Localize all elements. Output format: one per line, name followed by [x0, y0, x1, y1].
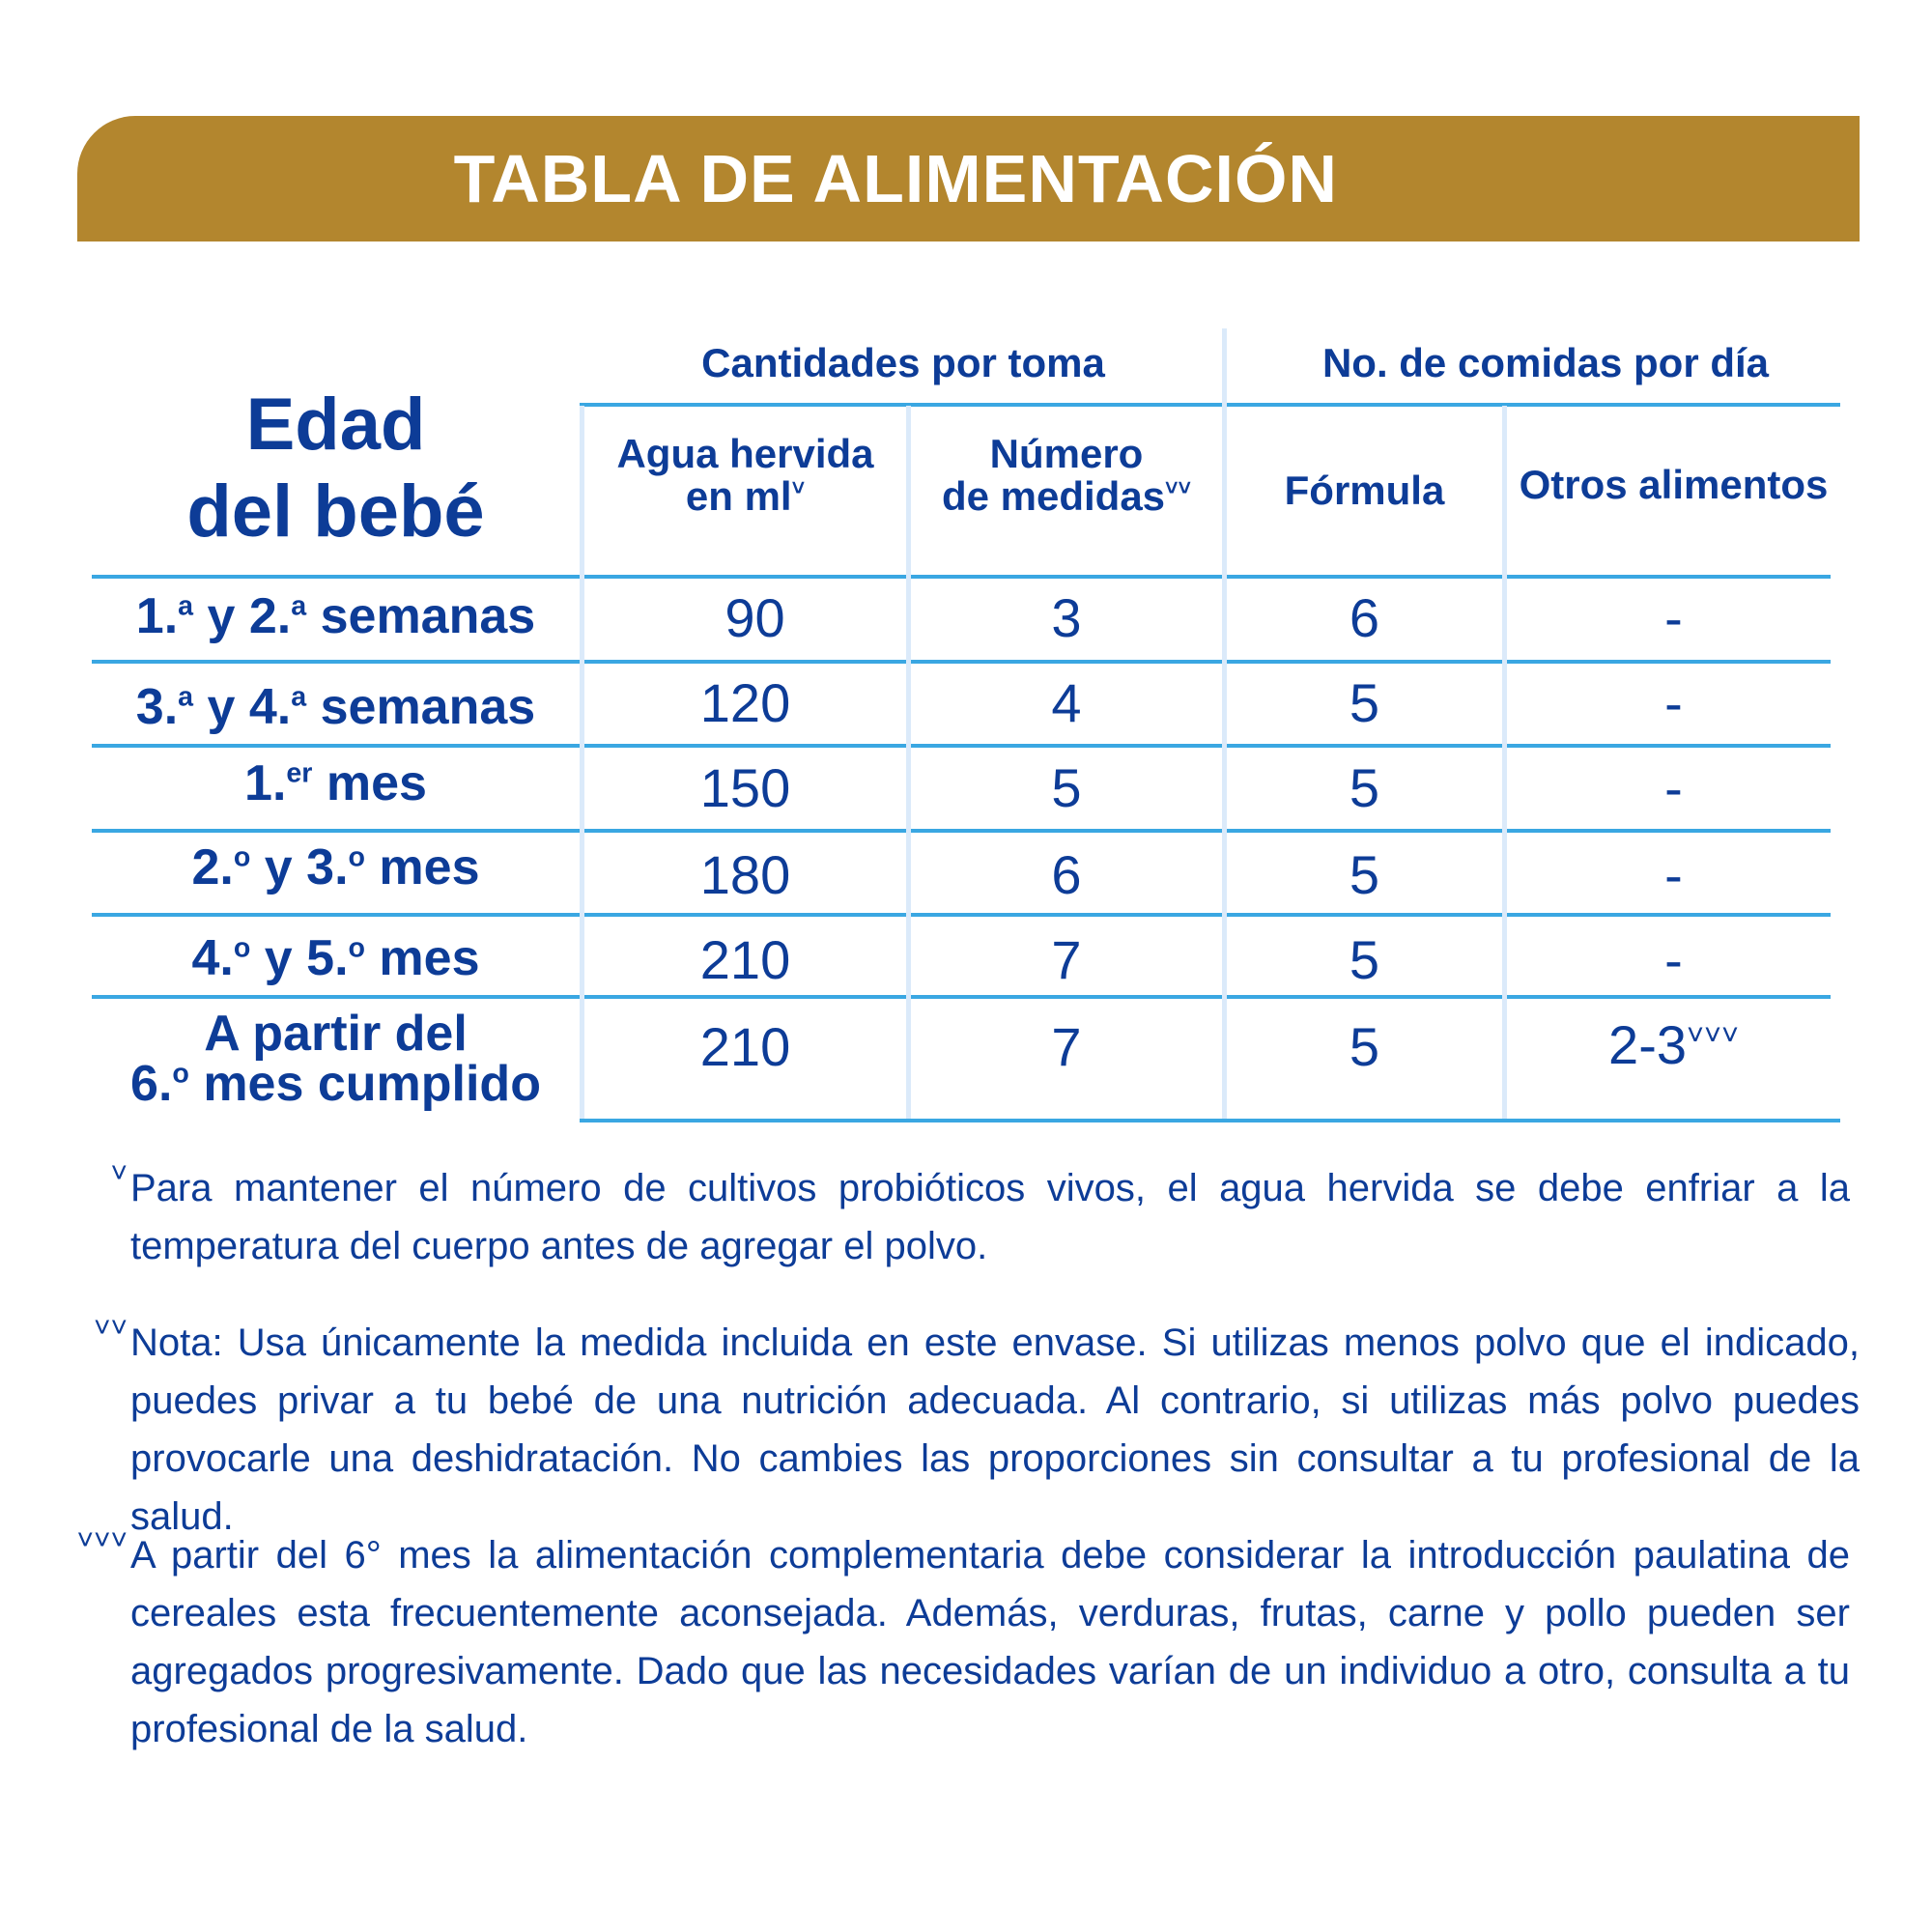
- scoops-cell: 6: [1051, 844, 1082, 905]
- column-header-scoops: Número de medidas˅˅: [941, 431, 1192, 520]
- formula-cell: 5: [1349, 844, 1380, 905]
- rule-bottom: [580, 1119, 1840, 1122]
- title-banner: [77, 116, 1860, 242]
- age-cell: 2.$^o$ y 3.$^o$ mes: [191, 839, 480, 895]
- other-foods-cell: -: [1664, 672, 1683, 733]
- formula-cell: 5: [1349, 757, 1380, 818]
- rule-under-groups: [580, 403, 1840, 407]
- group-header-quantities: Cantidades por toma: [701, 340, 1105, 385]
- water-cell: 90: [724, 587, 785, 648]
- age-cell: 1.$^a$ y 2.$^a$ semanas: [135, 588, 536, 644]
- water-cell: 120: [699, 672, 791, 733]
- age-column-header: Edad del bebé: [186, 384, 485, 553]
- water-cell: 150: [699, 757, 791, 818]
- group-header-meals: No. de comidas por día: [1321, 340, 1770, 385]
- other-foods-cell: -: [1664, 929, 1683, 990]
- page-title: TABLA DE ALIMENTACIÓN: [453, 141, 1338, 216]
- formula-cell: 5: [1349, 672, 1380, 733]
- age-cell: 3.$^a$ y 4.$^a$ semanas: [135, 679, 536, 735]
- scoops-cell: 4: [1051, 672, 1082, 733]
- footnote-1: Para mantener el número de cultivos probióticos vivos, el agua hervida se debe enfriar a la temperatura del cuerpo antes de agregar el polvo.: [130, 1167, 1850, 1267]
- scoops-cell: 7: [1051, 1016, 1082, 1077]
- age-cell: 4.$^o$ y 5.$^o$ mes: [191, 930, 480, 986]
- other-foods-cell: -: [1664, 844, 1683, 905]
- formula-cell: 5: [1349, 929, 1380, 990]
- water-cell: 180: [699, 844, 791, 905]
- other-foods-cell: -: [1664, 757, 1683, 818]
- footnote-mark: ˅˅: [93, 1312, 128, 1344]
- column-header-other-foods: Otros alimentos: [1519, 462, 1829, 507]
- footnote-mark: ˅: [110, 1157, 128, 1189]
- other-foods-cell: 2-3˅˅˅: [1608, 1014, 1739, 1075]
- footnote-2: Nota: Usa únicamente la medida incluida en este envase. Si utilizas menos polvo que el indicado, puedes privar a tu bebé de una nutrición adecuada. Al contrario, si utilizas más polvo puedes provocarle una deshidratación. No cambies las proporciones sin consultar a tu profesional de la salud.: [130, 1321, 1860, 1538]
- scoops-cell: 3: [1051, 587, 1082, 648]
- other-foods-cell: -: [1664, 587, 1683, 648]
- rule-row: [92, 660, 1831, 664]
- rule-row: [92, 995, 1831, 999]
- scoops-cell: 5: [1051, 757, 1082, 818]
- water-cell: 210: [699, 929, 791, 990]
- rule-header: [92, 575, 1831, 579]
- formula-cell: 5: [1349, 1016, 1380, 1077]
- age-cell: A partir del 6.$^o$ mes cumplido: [130, 1006, 541, 1112]
- rule-row: [92, 744, 1831, 748]
- footnote-3: A partir del 6° mes la alimentación complementaria debe considerar la introducción paulatina de cereales esta frecuentemente aconsejada. Además, verduras, frutas, carne y pollo pueden ser agregados progresivamente. Dado que las necesidades varían de un individuo a otro, consulta a tu profesional de la salud.: [130, 1534, 1850, 1750]
- age-cell: 1.$^{er}$ mes: [244, 755, 427, 811]
- column-header-water: Agua hervida en ml˅: [616, 431, 874, 520]
- column-header-formula: Fórmula: [1284, 468, 1445, 513]
- scoops-cell: 7: [1051, 929, 1082, 990]
- rule-row: [92, 829, 1831, 833]
- formula-cell: 6: [1349, 587, 1380, 648]
- water-cell: 210: [699, 1016, 791, 1077]
- footnote-mark: ˅˅˅: [76, 1524, 128, 1556]
- rule-row: [92, 913, 1831, 917]
